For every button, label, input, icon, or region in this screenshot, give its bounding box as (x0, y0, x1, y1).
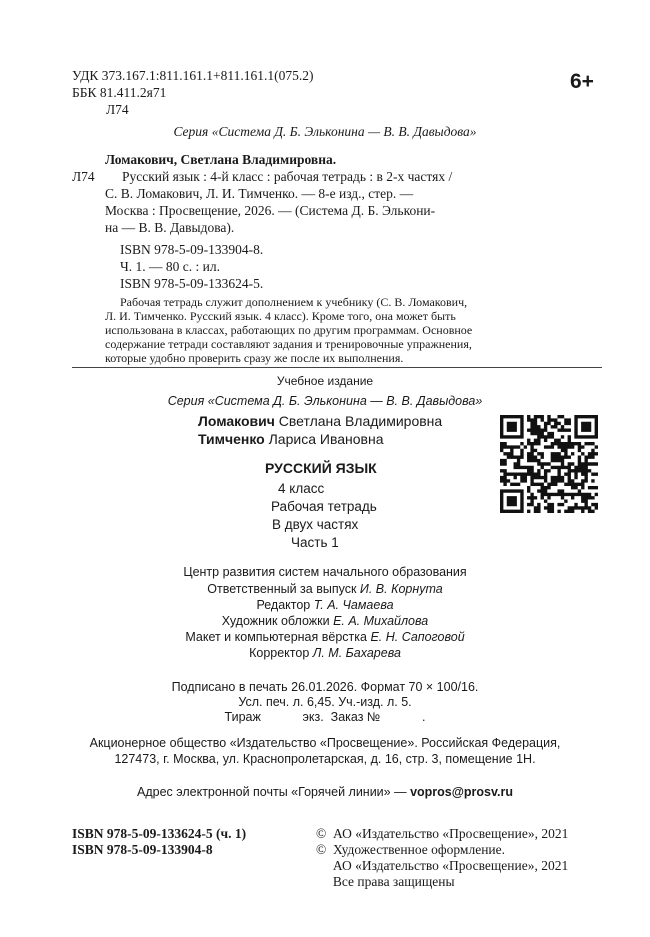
footer-isbn: ISBN 978-5-09-133624-5 (ч. 1) (72, 826, 247, 841)
qr-code (500, 415, 598, 513)
annotation-line: использована в классах, работающих по другим программам. Основное (105, 323, 473, 337)
edition-type: Учебное издание (276, 374, 374, 388)
publisher-line: 127473, г. Москва, ул. Краснопролетарская, д. 16, стр. 3, помещение 1Н. (114, 752, 536, 766)
copyright-line: © Художественное оформление. (316, 842, 506, 857)
credit-name: И. В. Корнута (359, 582, 443, 596)
author-2-rest: Лариса Ивановна (264, 431, 384, 447)
divider (72, 367, 602, 368)
author-1 (198, 413, 442, 429)
credit-name: Т. А. Чамаева (313, 598, 394, 612)
isbn-line: Ч. 1. — 80 с. : ил. (120, 259, 220, 274)
print-line: Подписано в печать 26.01.2026. Формат 70 × 100/16. (171, 680, 479, 694)
catalog-line: С. В. Ломакович, Л. И. Тимченко. — 8-е изд., стер. — (105, 186, 414, 201)
footer-isbn: ISBN 978-5-09-133904-8 (72, 842, 213, 857)
credit-line (0, 581, 650, 597)
annotation-line: которые удобно проверить сразу же после их выполнения. (105, 351, 404, 365)
udk-code: УДК 373.167.1:811.161.1+811.161.1(075.2) (72, 68, 314, 83)
age-rating: 6+ (570, 70, 594, 93)
author-1-rest: Светлана Владимировна (274, 413, 443, 429)
grade: 4 класс (278, 481, 325, 496)
catalog-code: Л74 (72, 169, 95, 184)
author-2 (198, 431, 383, 447)
imprint-series: Серия «Система Д. Б. Эльконина — В. В. Давыдова» (167, 394, 483, 408)
catalog-line: Москва : Просвещение, 2026. — (Система Д. Б. Элькони- (105, 203, 436, 218)
credit-role: Ответственный за выпуск (207, 582, 360, 596)
print-line: Усл. печ. л. 6,45. Уч.-изд. л. 5. (238, 695, 412, 709)
book-type: Рабочая тетрадь (271, 499, 377, 514)
hotline (0, 784, 650, 800)
credit-line (0, 645, 650, 661)
credit-role: Корректор (249, 646, 313, 660)
isbn-line: ISBN 978-5-09-133624-5. (120, 276, 264, 291)
isbn-line: ISBN 978-5-09-133904-8. (120, 242, 264, 257)
center-name: Центр развития систем начального образования (183, 565, 467, 579)
annotation-line: содержание тетради составляют задания и тренировочные упражнения, (105, 337, 472, 351)
bbk-code: ББК 81.411.2я71 (72, 85, 167, 100)
credit-role: Редактор (256, 598, 314, 612)
hotline-email: vopros@prosv.ru (410, 785, 514, 799)
credit-line (0, 613, 650, 629)
copyright-line: Все права защищены (316, 874, 455, 889)
catalog-line: на — В. В. Давыдова). (105, 220, 235, 235)
credit-line (0, 597, 650, 613)
copyright-line: © АО «Издательство «Просвещение», 2021 (316, 826, 569, 841)
copyright-line: АО «Издательство «Просвещение», 2021 (316, 858, 569, 873)
credit-name: Е. Н. Сапоговой (370, 630, 465, 644)
author-1-last: Ломакович (198, 413, 275, 429)
author-2-last: Тимченко (198, 431, 265, 447)
credit-line (0, 629, 650, 645)
print-line: Тираж экз. Заказ № . (224, 710, 426, 724)
hotline-label: Адрес электронной почты «Горячей линии» — (136, 785, 411, 799)
publisher-line: Акционерное общество «Издательство «Просвещение». Российская Федерация, (89, 736, 561, 750)
credit-name: Е. А. Михайлова (333, 614, 429, 628)
annotation-line: Л. И. Тимченко. Русский язык. 4 класс). Кроме того, она может быть (105, 309, 456, 323)
book-title: РУССКИЙ ЯЗЫК (265, 460, 377, 476)
part-number: Часть 1 (291, 535, 339, 550)
credit-role: Макет и компьютерная вёрстка (185, 630, 371, 644)
catalog-author: Ломакович, Светлана Владимировна. (105, 152, 337, 167)
annotation-line: Рабочая тетрадь служит дополнением к учебнику (С. В. Ломакович, (120, 295, 468, 309)
parts: В двух частях (272, 517, 359, 532)
series-line: Серия «Система Д. Б. Эльконина — В. В. Давыдова» (173, 124, 477, 139)
credit-role: Художник обложки (221, 614, 334, 628)
credit-name: Л. М. Бахарева (312, 646, 401, 660)
catalog-line: Русский язык : 4-й класс : рабочая тетрадь : в 2-х частях / (122, 169, 453, 184)
author-sign: Л74 (106, 102, 129, 117)
